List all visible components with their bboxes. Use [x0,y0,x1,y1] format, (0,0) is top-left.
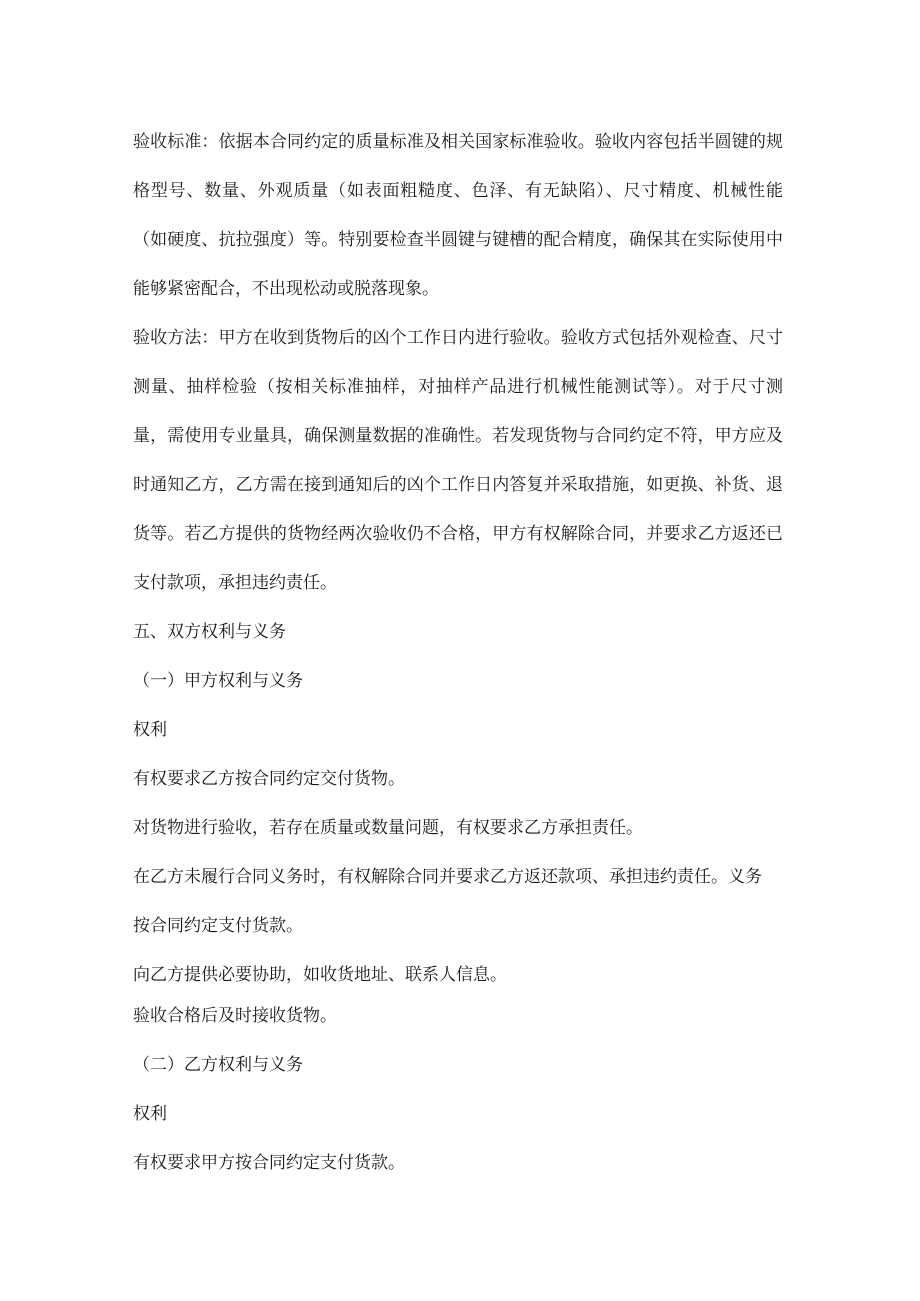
acceptance-method-paragraph: 验收方法：甲方在收到货物后的凶个工作日内进行验收。验收方式包括外观检查、尺寸测量、抽样检验（按相关标准抽样，对抽样产品进行机械性能测试等）。对于尺寸测量，需使用专业量具，确保测量数据的准确性。若发现货物与合同约定不符，甲方应及时通知乙方，乙方需在接到通知后的凶个工作日内答复并采取措施，如更换、补货、退货等。若乙方提供的货物经两次验收仍不合格，甲方有权解除合同，并要求乙方返还已支付款项，承担违约责任。 [133,328,783,593]
section-heading-rights-obligations: 五、双方权利与义务 [133,622,286,642]
party-b-rights-label: 权利 [133,1104,167,1124]
subsection-heading-party-b: （二）乙方权利与义务 [133,1055,303,1075]
acceptance-standard-paragraph: 验收标准：依据本合同约定的质量标准及相关国家标准验收。验收内容包括半圆键的规格型号、数量、外观质量（如表面粗糙度、色泽、有无缺陷）、尺寸精度、机械性能（如硬度、抗拉强度）等。特别要检查半圆键与键槽的配合精度，确保其在实际使用中能够紧密配合，不出现松动或脱落现象。 [133,132,783,299]
party-a-right-2: 对货物进行验收，若存在质量或数量问题，有权要求乙方承担责任。 [133,818,643,838]
party-a-obligation-1: 按合同约定支付货款。 [133,916,303,936]
party-a-rights-label: 权利 [133,720,167,740]
party-b-right-1: 有权要求甲方按合同约定支付货款。 [133,1153,405,1173]
party-a-right-1: 有权要求乙方按合同约定交付货物。 [133,769,405,789]
document-body [133,118,783,1188]
subsection-heading-party-a: （一）甲方权利与义务 [133,671,303,691]
party-a-obligation-2: 向乙方提供必要协助，如收货地址、联系人信息。 [133,965,507,985]
party-a-right-3: 在乙方未履行合同义务时，有权解除合同并要求乙方返还款项、承担违约责任。义务 [133,867,762,887]
party-a-obligation-3: 验收合格后及时接收货物。 [133,1006,337,1026]
